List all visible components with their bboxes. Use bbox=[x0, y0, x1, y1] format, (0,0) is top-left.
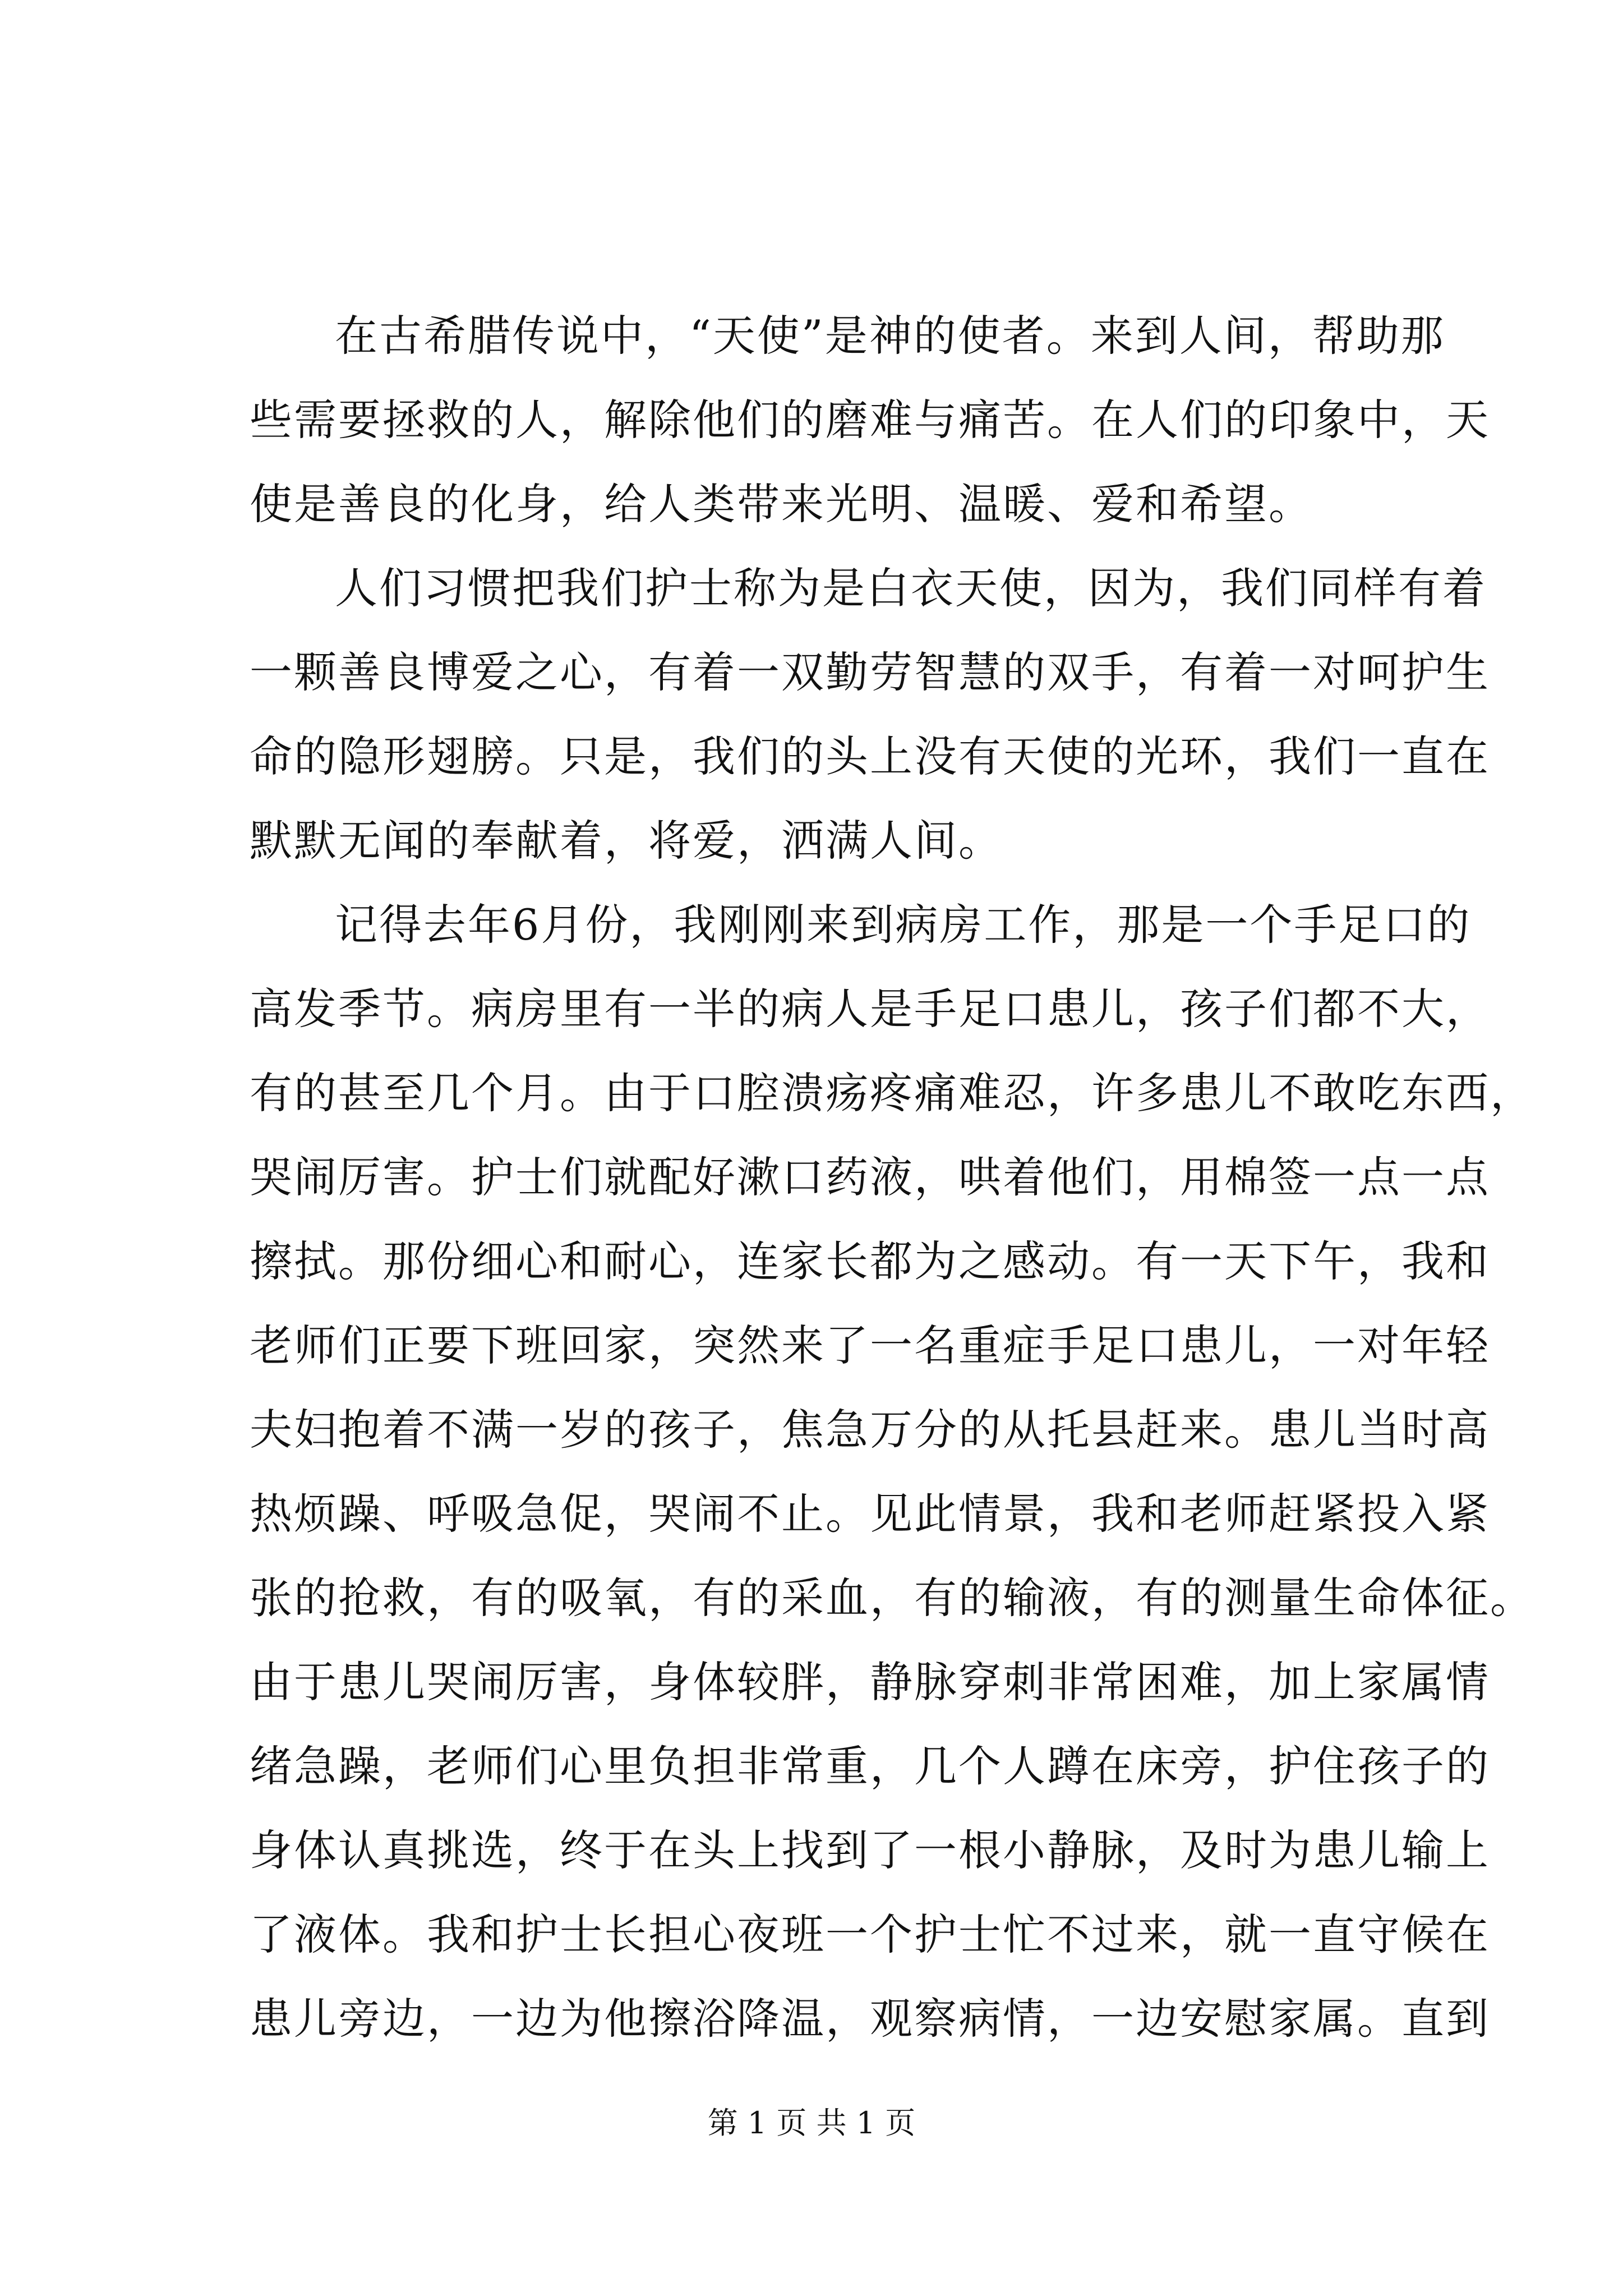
text-line: 热烦躁、呼吸急促，哭闹不止。见此情景，我和老师赶紧投入紧 bbox=[250, 1489, 1490, 1539]
text-line: 人们习惯把我们护士称为是白衣天使，因为，我们同样有着 bbox=[335, 563, 1487, 613]
text-line: 默默无闻的奉献着，将爱，洒满人间。 bbox=[250, 816, 1003, 866]
text-line: 记得去年6月份，我刚刚来到病房工作，那是一个手足口的 bbox=[335, 900, 1472, 950]
text-line: 张的抢救，有的吸氧，有的采血，有的输液，有的测量生命体征。 bbox=[250, 1573, 1534, 1623]
text-line: 命的隐形翅膀。只是，我们的头上没有天使的光环，我们一直在 bbox=[250, 731, 1490, 781]
text-line: 擦拭。那份细心和耐心，连家长都为之感动。有一天下午，我和 bbox=[250, 1236, 1490, 1286]
text-line: 身体认真挑选，终于在头上找到了一根小静脉，及时为患儿输上 bbox=[250, 1825, 1490, 1875]
text-line: 使是善良的化身，给人类带来光明、温暖、爱和希望。 bbox=[250, 479, 1313, 529]
text-line: 由于患儿哭闹厉害，身体较胖，静脉穿刺非常困难，加上家属情 bbox=[250, 1657, 1490, 1707]
text-line: 有的甚至几个月。由于口腔溃疡疼痛难忍，许多患儿不敢吃东西， bbox=[250, 1068, 1534, 1118]
page-footer: 第 1 页 共 1 页 bbox=[707, 2105, 916, 2141]
text-line: 夫妇抱着不满一岁的孩子，焦急万分的从托县赶来。患儿当时高 bbox=[250, 1405, 1490, 1455]
text-line: 在古希腊传说中，“天使”是神的使者。来到人间，帮助那 bbox=[335, 311, 1445, 361]
text-line: 绪急躁，老师们心里负担非常重，几个人蹲在床旁，护住孩子的 bbox=[250, 1741, 1490, 1791]
text-line: 哭闹厉害。护士们就配好漱口药液，哄着他们，用棉签一点一点 bbox=[250, 1152, 1490, 1202]
text-line: 患儿旁边，一边为他擦浴降温，观察病情，一边安慰家属。直到 bbox=[250, 1994, 1490, 2044]
text-line: 老师们正要下班回家，突然来了一名重症手足口患儿，一对年轻 bbox=[250, 1320, 1490, 1370]
text-line: 些需要拯救的人，解除他们的磨难与痛苦。在人们的印象中，天 bbox=[250, 395, 1490, 445]
text-line: 一颗善良博爱之心，有着一双勤劳智慧的双手，有着一对呵护生 bbox=[250, 647, 1490, 697]
text-line: 高发季节。病房里有一半的病人是手足口患儿，孩子们都不大， bbox=[250, 984, 1490, 1034]
text-line: 了液体。我和护士长担心夜班一个护士忙不过来，就一直守候在 bbox=[250, 1910, 1490, 1959]
